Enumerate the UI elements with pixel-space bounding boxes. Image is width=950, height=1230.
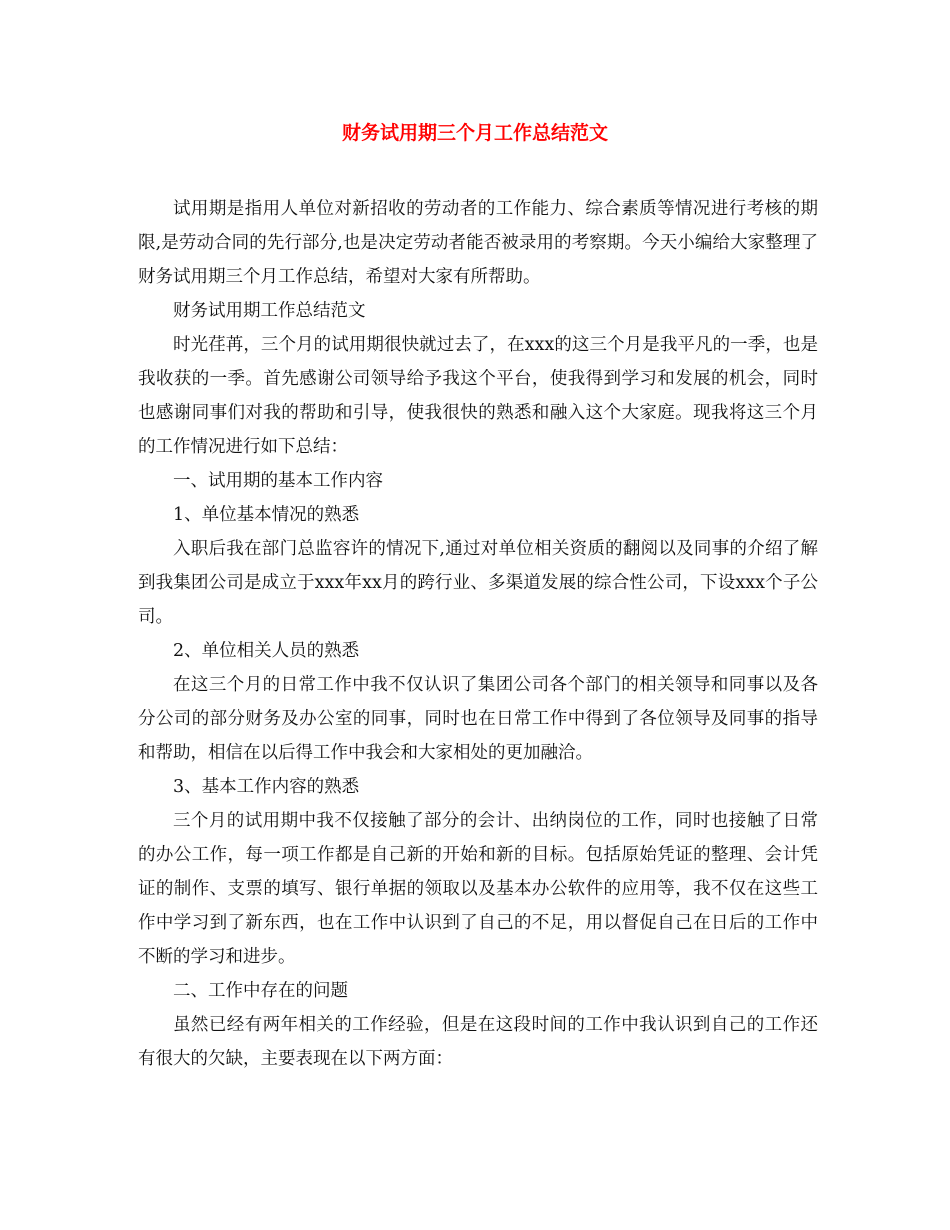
paragraph-subtitle: 财务试用期工作总结范文 bbox=[173, 301, 366, 321]
paragraph-colleagues: 在这三个月的日常工作中我不仅认识了集团公司各个部门的相关领导和同事以及各分公司的部分财务及办公室的同事，同时也在日常工作中得到了各位领导及同事的指导和帮助，相信在以后得工作中我会和大家相处的更加融洽。 bbox=[138, 675, 818, 763]
paragraph-opening: 时光荏苒，三个月的试用期很快就过去了，在xxx的这三个月是我平凡的一季，也是我收获的一季。首先感谢公司领导给予我这个平台，使我得到学习和发展的机会，同时也感谢同事们对我的帮助和引导，使我很快的熟悉和融入这个大家庭。现我将这三个月的工作情况进行如下总结： bbox=[138, 335, 818, 457]
document-body bbox=[138, 192, 818, 1076]
subsection-heading-3: 3、基本工作内容的熟悉 bbox=[173, 777, 360, 797]
paragraph-company: 入职后我在部门总监容许的情况下,通过对单位相关资质的翻阅以及同事的介绍了解到我集团公司是成立于xxx年xx月的跨行业、多渠道发展的综合性公司，下设xxx个子公司。 bbox=[138, 539, 818, 627]
paragraph-work: 三个月的试用期中我不仅接触了部分的会计、出纳岗位的工作，同时也接触了日常的办公工作，每一项工作都是自己新的开始和新的目标。包括原始凭证的整理、会计凭证的制作、支票的填写、银行单据的领取以及基本办公软件的应用等，我不仅在这些工作中学习到了新东西，也在工作中认识到了自己的不足，用以督促自己在日后的工作中不断的学习和进步。 bbox=[138, 811, 818, 967]
paragraph-problems: 虽然已经有两年相关的工作经验，但是在这段时间的工作中我认识到自己的工作还有很大的欠缺，主要表现在以下两方面： bbox=[138, 1015, 818, 1069]
document-title: 财务试用期三个月工作总结范文 bbox=[341, 122, 608, 144]
paragraph-intro: 试用期是指用人单位对新招收的劳动者的工作能力、综合素质等情况进行考核的期限,是劳动合同的先行部分,也是决定劳动者能否被录用的考察期。今天小编给大家整理了财务试用期三个月工作总结，希望对大家有所帮助。 bbox=[138, 199, 818, 287]
section-heading-1: 一、试用期的基本工作内容 bbox=[173, 471, 383, 491]
section-heading-2: 二、工作中存在的问题 bbox=[173, 981, 348, 1001]
subsection-heading-1: 1、单位基本情况的熟悉 bbox=[173, 505, 360, 525]
subsection-heading-2: 2、单位相关人员的熟悉 bbox=[173, 641, 360, 661]
